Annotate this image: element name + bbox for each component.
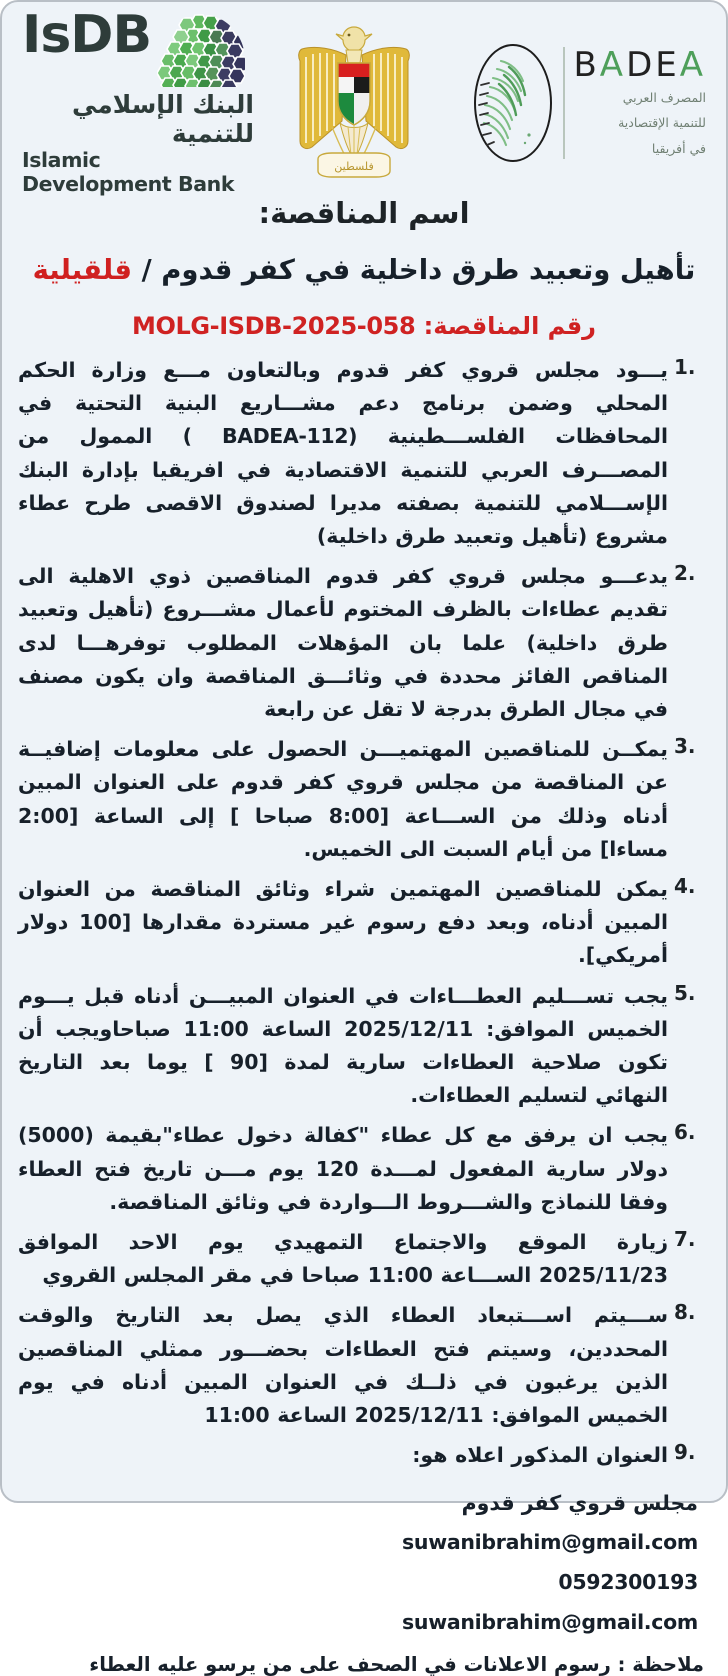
clause-item: [18, 980, 706, 1113]
palestinian-eagle-emblem: [288, 23, 420, 183]
page-title: [16, 254, 712, 286]
fingerprint-oval-icon: [471, 39, 555, 167]
clause-text: زيارة الموقع والاجتماع التمهيدي يوم الاحد الموافق 2025/11/23 الســـاعة 11:00 صباحا في مقر المجلس القروي: [18, 1230, 668, 1288]
clause-list: [16, 354, 712, 1480]
clause-number: 2.: [674, 561, 696, 586]
badea-arabic-line-2: للتنمية الإقتصادية: [618, 115, 706, 131]
clause-text: يمكــن للمناقصين المهتميـــن الحصول على معلومات إضافيــة عن المناقصة من مجلس قروي كفر قدوم على العنوان المبين أدناه وذلك من الســـاعة [8:00 صباحا ] إلى الساعة [2:00 مساءا] من أيام السبت الى الخميس.: [18, 737, 669, 861]
badea-arabic-line-1: المصرف العربي: [622, 89, 706, 105]
clause-number: 6.: [674, 1120, 696, 1145]
tender-name-label: اسم المناقصة:: [258, 196, 470, 230]
clause-text: يجب ان يرفق مع كل عطاء "كفالة دخول عطاء"بقيمة (5000) دولار سارية المفعول لمـــدة 120 يوم مـــن تاريخ فتح العطاء وفقا للنماذج والشـــروط الـــواردة في وثائق المناقصة.: [18, 1123, 668, 1214]
clause-item: [18, 733, 706, 866]
footnote: ملاحظة : رسوم الاعلانات في الصحف على من يرسو عليه العطاء: [89, 1653, 704, 1676]
clause-text: يدعـــو مجلس قروي كفر قدوم المناقصين ذوي الاهلية الى تقديم عطاءات بالظرف المختوم لأعمال مشـــروع (تأهيل وتعبيد طرق داخلية) علما بان المؤهلات المطلوب توفرهـــا لدى المناقص الفائز محددة في وثائـــق المناقصة وان يكون مصنف في مجال الطرق بدرجة لا تقل عن رابعة: [18, 564, 668, 722]
page-title-location: قلقيلية: [32, 254, 133, 286]
dome-hexagon-icon: [155, 13, 247, 89]
clause-number: 4.: [674, 874, 696, 899]
clause-number: 5.: [674, 980, 696, 1005]
isdb-wordmark: IsDB: [22, 4, 152, 65]
title-block: [16, 196, 712, 340]
clause-text: يـــود مجلس قروي كفر قدوم وبالتعاون مـــع وزارة الحكم المحلي وضمن برنامج دعم مشـــاريع البنية التحتية في المحافظات الفلســـطينية (BADEA-112 ) الممول من المصـــرف العربي للتنمية الاقتصادية في افريقيا بإدارة البنك الإســـلامي للتنمية بصفته مديرا لصندوق الاقصى طرح عطاء مشروع (تأهيل وتعبيد طرق داخلية): [18, 358, 668, 549]
badea-arabic-line-3: في أفريقيا: [651, 140, 706, 156]
email-primary[interactable]: suwanibrahim@gmail.com: [402, 1530, 698, 1555]
council-name: مجلس قروي كفر قدوم: [461, 1490, 698, 1515]
logo-header-bar: [16, 4, 712, 196]
clause-number: 3.: [674, 734, 696, 759]
page-title-text: تأهيل وتعبيد طرق داخلية في كفر قدوم /: [132, 254, 696, 286]
badea-logo: [454, 39, 706, 167]
phone-number[interactable]: 0592300193: [558, 1570, 698, 1595]
email-secondary[interactable]: suwanibrahim@gmail.com: [402, 1610, 698, 1635]
badea-divider: [563, 47, 565, 159]
clause-item: [18, 560, 706, 726]
clause-text: ســـيتم اســـتبعاد العطاء الذي يصل بعد التاريخ والوقت المحددين، وسيتم فتح العطاءات بحضـــور ممثلي المناقصين الذين يرغبون في ذلــك في العنوان المبين أدناه في يوم الخميس الموافق: 2025/12/11 الساعة 11:00: [18, 1303, 668, 1428]
clause-text: يجب تســـليم العطـــاءات في العنوان المبيـــن أدناه قبل يـــوم الخميس الموافق: 2025/12/11 الساعة 11:00 صباحاويجب أن تكون صلاحية العطاءات سارية لمدة [90 ] يوما بعد التاريخ النهائي لتسليم العطاءات.: [18, 983, 669, 1108]
isdb-logo: [22, 4, 254, 196]
clause-item: [18, 1226, 706, 1292]
clause-item: [18, 354, 706, 553]
clause-number: 7.: [674, 1227, 696, 1252]
tender-number-value: MOLG-ISDB-2025-058: [131, 312, 416, 340]
clause-item: [18, 1119, 706, 1219]
contact-block: [16, 1484, 712, 1644]
tender-number: [16, 312, 712, 340]
clause-number: 1.: [674, 355, 696, 379]
isdb-english-name: Islamic Development Bank: [22, 147, 235, 196]
clause-item: [18, 1299, 706, 1432]
clause-number: 8.: [674, 1300, 696, 1325]
tender-number-label: رقم المناقصة:: [415, 312, 596, 340]
clause-item: [18, 1439, 706, 1472]
emblem-caption: فلسطين: [334, 160, 374, 173]
clause-text: يمكن للمناقصين المهتمين شراء وثائق المناقصة من العنوان المبين أدناه، وبعد دفع رسوم غير مستردة مقدارها [100 دولار أمريكي].: [18, 877, 668, 968]
clause-item: [18, 873, 706, 973]
badea-wordmark: BADEA: [573, 44, 706, 85]
clause-number: 9.: [674, 1440, 696, 1465]
clause-text: العنوان المذكور اعلاه هو:: [412, 1443, 668, 1468]
isdb-arabic-name: البنك الإسلامي للتنمية: [71, 89, 254, 148]
